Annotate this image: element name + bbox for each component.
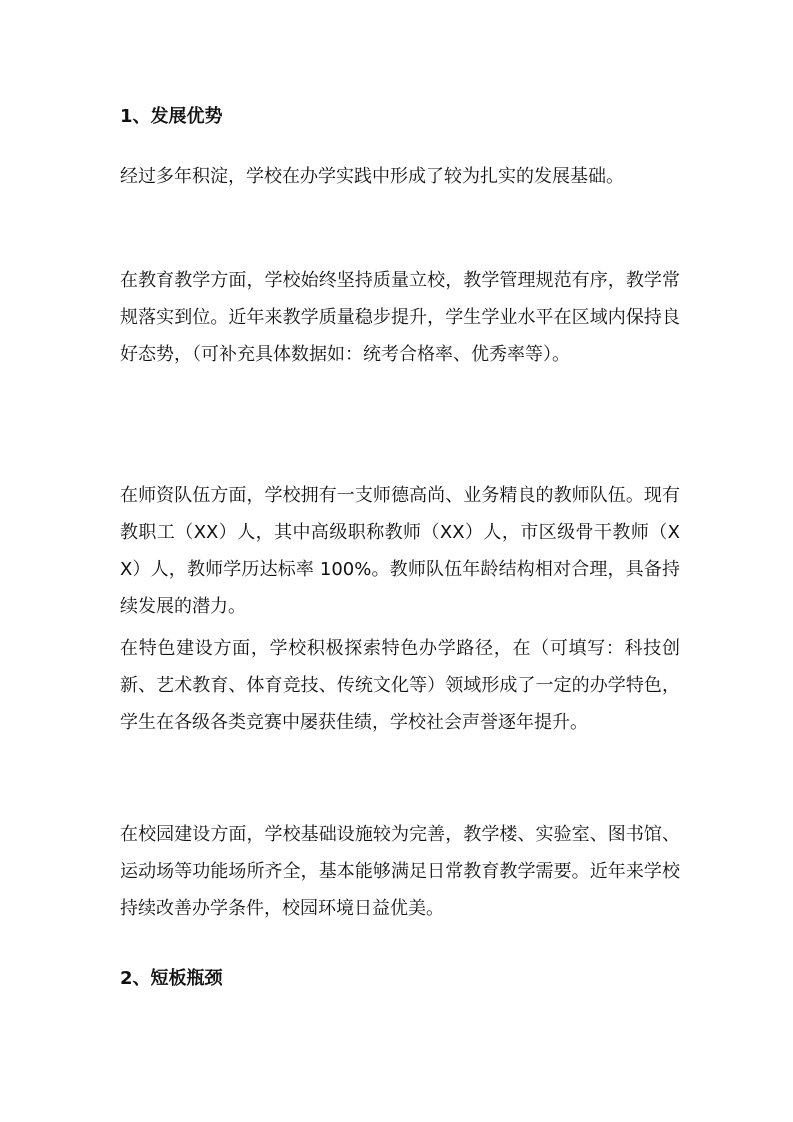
paragraph-intro: 经过多年积淀，学校在办学实践中形成了较为扎实的发展基础。 [120, 166, 624, 187]
paragraph-teaching: 在教育教学方面，学校始终坚持质量立校，教学管理规范有序，教学常规落实到位。近年来教学质量稳步提升，学生学业水平在区域内保持良好态势，（可补充具体数据如：统考合格率、优秀率等）。 [120, 270, 680, 365]
paragraph-campus: 在校园建设方面，学校基础设施较为完善，教学楼、实验室、图书馆、运动场等功能场所齐全，基本能够满足日常教育教学需要。近年来学校持续改善办学条件，校园环境日益优美。 [120, 824, 680, 919]
section-heading-advantages: 1、发展优势 [120, 106, 223, 127]
paragraph-specialty: 在特色建设方面，学校积极探索特色办学路径，在（可填写：科技创新、艺术教育、体育竞技、传统文化等）领域形成了一定的办学特色，学生在各级各类竞赛中屡获佳绩，学校社会声誉逐年提升。 [120, 638, 680, 733]
section-heading-bottlenecks: 2、短板瓶颈 [120, 968, 223, 989]
paragraph-faculty: 在师资队伍方面，学校拥有一支师德高尚、业务精良的教师队伍。现有教职工（XX）人，其中高级职称教师（XX）人，市区级骨干教师（XX）人，教师学历达标率 100%。教师队伍年龄结构相对合理，具备持续发展的潜力。 [120, 485, 680, 617]
